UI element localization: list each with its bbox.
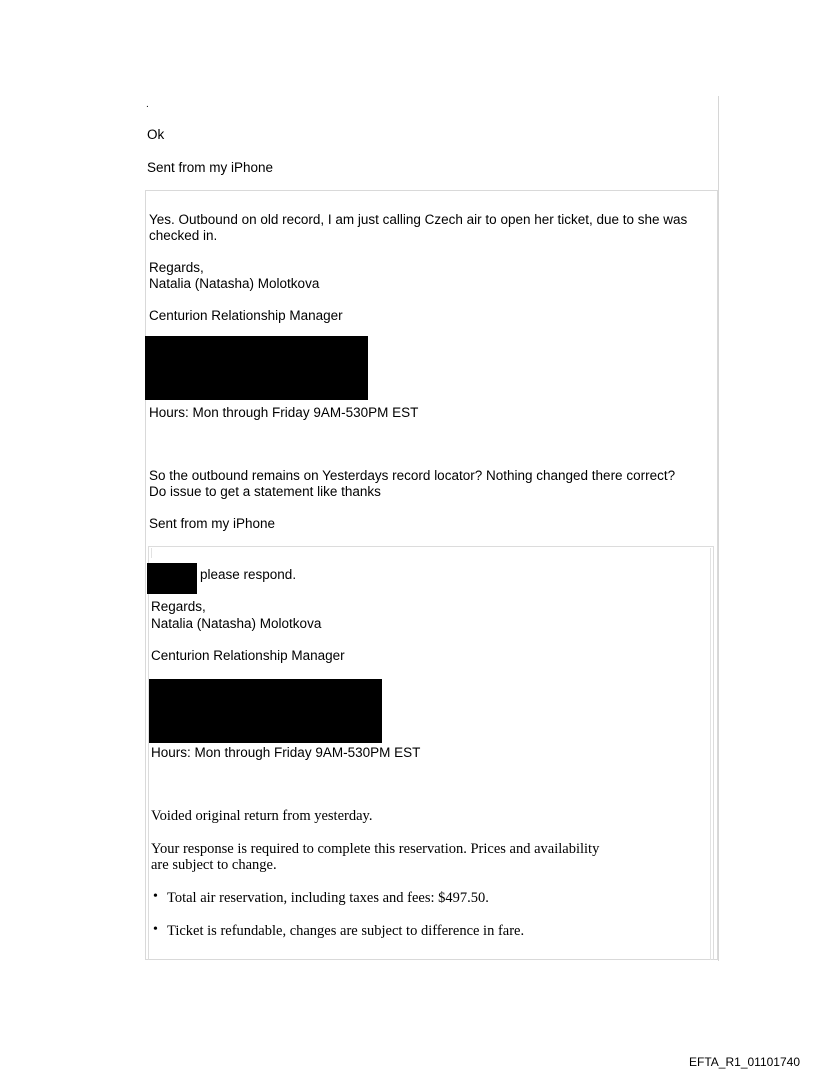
bullet-icon: •	[153, 889, 158, 904]
reply-signature: Sent from my iPhone	[147, 160, 274, 175]
signature-title-2: Centurion Relationship Manager	[151, 648, 345, 663]
voided-note: Voided original return from yesterday.	[151, 808, 373, 824]
response-required-line-2: are subject to change.	[151, 857, 277, 873]
request-text: please respond.	[200, 567, 297, 582]
redaction-block-name	[147, 563, 197, 594]
signature-name: Natalia (Natasha) Molotkova	[149, 276, 320, 291]
message-line-2: Do issue to get a statement like thanks	[149, 484, 381, 499]
message-body-line-2: checked in.	[149, 228, 218, 243]
signature-regards-2: Regards,	[151, 599, 206, 614]
signature-hours-2: Hours: Mon through Friday 9AM-530PM EST	[151, 745, 421, 760]
signature-title: Centurion Relationship Manager	[149, 308, 343, 323]
message-line-1: So the outbound remains on Yesterdays record locator? Nothing changed there correct?	[149, 468, 676, 483]
bullet-item-2: Ticket is refundable, changes are subject to difference in fare.	[167, 923, 525, 939]
message-body-line-1: Yes. Outbound on old record, I am just calling Czech air to open her ticket, due to she was	[149, 212, 688, 227]
redaction-block-2	[149, 679, 382, 743]
signature-regards: Regards,	[149, 260, 204, 275]
quoted-message-frame-edge	[717, 190, 718, 960]
nested-quoted-frame-edge	[710, 548, 711, 960]
nested-quoted-frame-edge-left	[151, 548, 152, 558]
redaction-block	[145, 336, 368, 400]
bullet-item-1: Total air reservation, including taxes and fees: $497.50.	[167, 890, 489, 906]
document-id-footer: EFTA_R1_01101740	[689, 1055, 800, 1069]
signature-name-2: Natalia (Natasha) Molotkova	[151, 616, 322, 631]
signature-hours: Hours: Mon through Friday 9AM-530PM EST	[149, 405, 419, 420]
bullet-icon: •	[153, 922, 158, 937]
reply-text: Ok	[147, 127, 165, 142]
message-signature: Sent from my iPhone	[149, 516, 276, 531]
stray-dot: .	[146, 99, 149, 110]
response-required-line-1: Your response is required to complete this reservation. Prices and availability	[151, 841, 600, 857]
